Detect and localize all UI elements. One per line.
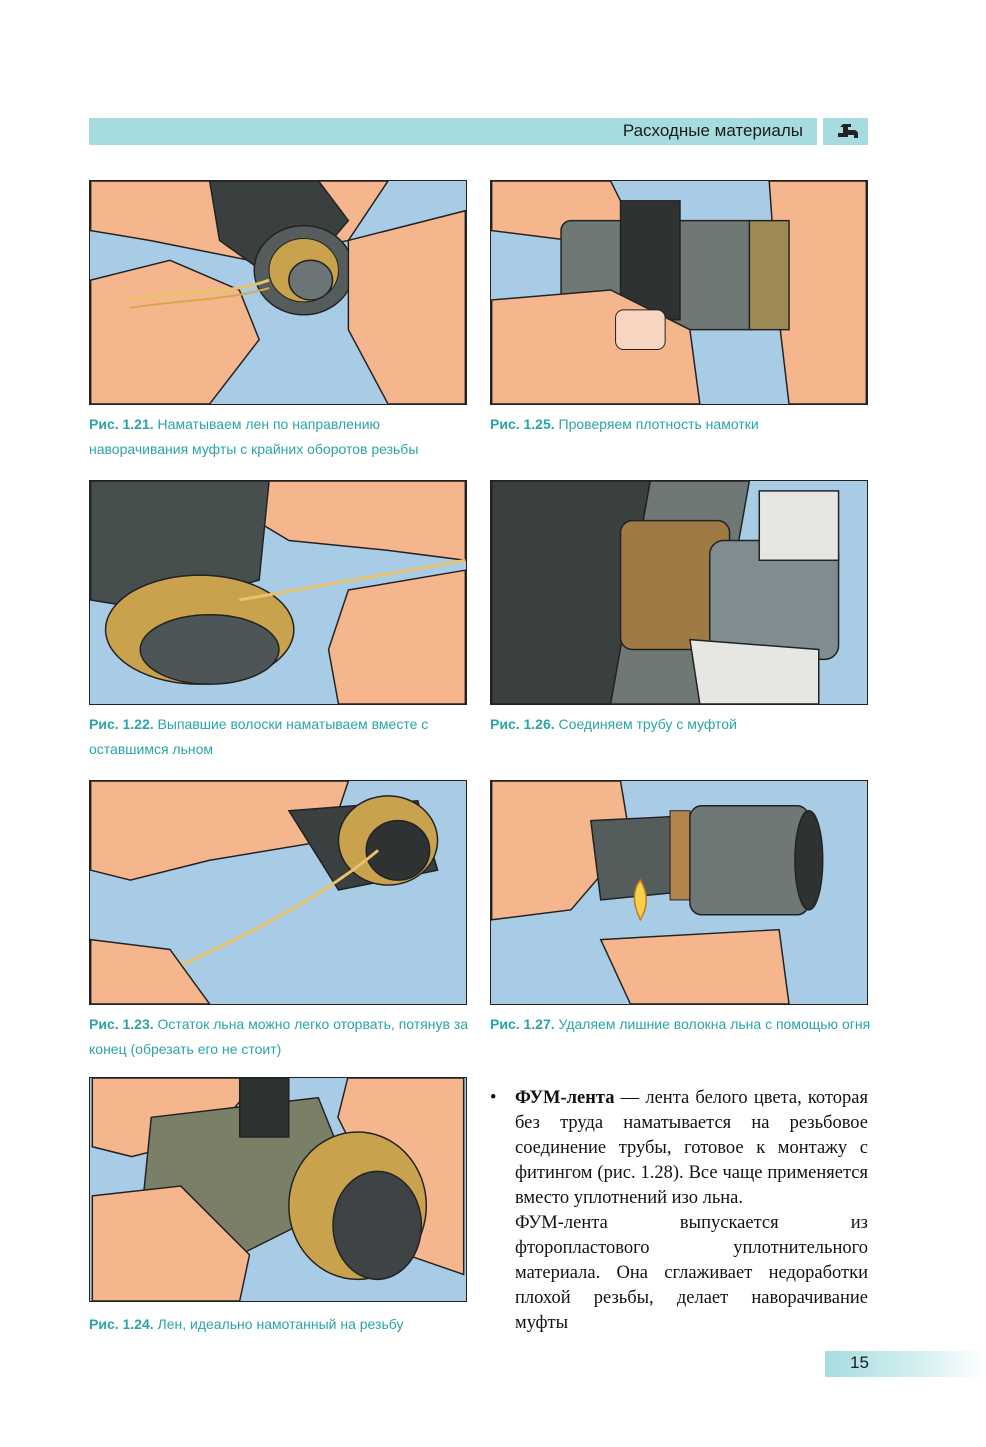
paragraph-1: [515, 1086, 868, 1211]
figure-1-22-image: [89, 480, 467, 705]
figure-number: Рис. 1.23.: [89, 1016, 154, 1032]
running-header-bar: [89, 118, 817, 145]
figure-1-23-caption: [89, 1012, 474, 1062]
bullet-item: [490, 1086, 868, 1211]
term-fum-tape: ФУМ-лента: [515, 1088, 615, 1108]
figure-1-25-caption: [490, 412, 875, 437]
figure-1-21-image: [89, 180, 467, 405]
figure-1-23-image: [89, 780, 467, 1005]
paragraph-2: ФУМ-лента выпускается из фторопластового уплотнительного материала. Она сглаживает недоработки плохой резьбы, делает наворачивание муфты: [515, 1213, 868, 1333]
figure-number: Рис. 1.27.: [490, 1016, 555, 1032]
page-number-bar: [825, 1351, 986, 1377]
figure-1-25-image: [490, 180, 868, 405]
figure-number: Рис. 1.24.: [89, 1316, 154, 1332]
figure-number: Рис. 1.21.: [89, 416, 154, 432]
figure-number: Рис. 1.22.: [89, 716, 154, 732]
figure-caption-text: Остаток льна можно легко оторвать, потянув за конец (обрезать его не стоит): [89, 1016, 469, 1057]
page-number: 15: [850, 1353, 869, 1372]
figure-caption-text: Лен, идеально намотанный на резьбу: [157, 1316, 404, 1332]
figure-1-21-caption: [89, 412, 474, 462]
figure-1-24-caption: [89, 1312, 474, 1337]
figure-caption-text: Проверяем плотность намотки: [558, 416, 759, 432]
figure-caption-text: Наматываем лен по направлению наворачивания муфты с крайних оборотов резьбы: [89, 416, 419, 457]
figure-1-27-image: [490, 780, 868, 1005]
figure-1-24-image: [89, 1077, 467, 1302]
figure-number: Рис. 1.26.: [490, 716, 555, 732]
figure-caption-text: Удаляем лишние волокна льна с помощью огня: [558, 1016, 871, 1032]
faucet-icon: [823, 118, 868, 145]
figure-1-27-caption: [490, 1012, 875, 1037]
section-title: Расходные материалы: [622, 121, 803, 140]
paragraph-1-text: — лента белого цвета, которая без труда наматывается на резьбовое соединение трубы, готовое к монтажу с фитингом (рис. 1.28). Все чаще применяется вместо уплотнений изо льна.: [515, 1088, 868, 1208]
figure-1-22-caption: [89, 712, 474, 762]
header-icon-box: [823, 118, 868, 145]
figure-1-26-image: [490, 480, 868, 705]
figure-1-26-caption: [490, 712, 875, 737]
figure-caption-text: Соединяем трубу с муфтой: [558, 716, 737, 732]
figure-number: Рис. 1.25.: [490, 416, 555, 432]
body-text: [490, 1086, 868, 1336]
figure-caption-text: Выпавшие волоски наматываем вместе с оставшимся льном: [89, 716, 429, 757]
bullet-marker: •: [490, 1088, 497, 1108]
